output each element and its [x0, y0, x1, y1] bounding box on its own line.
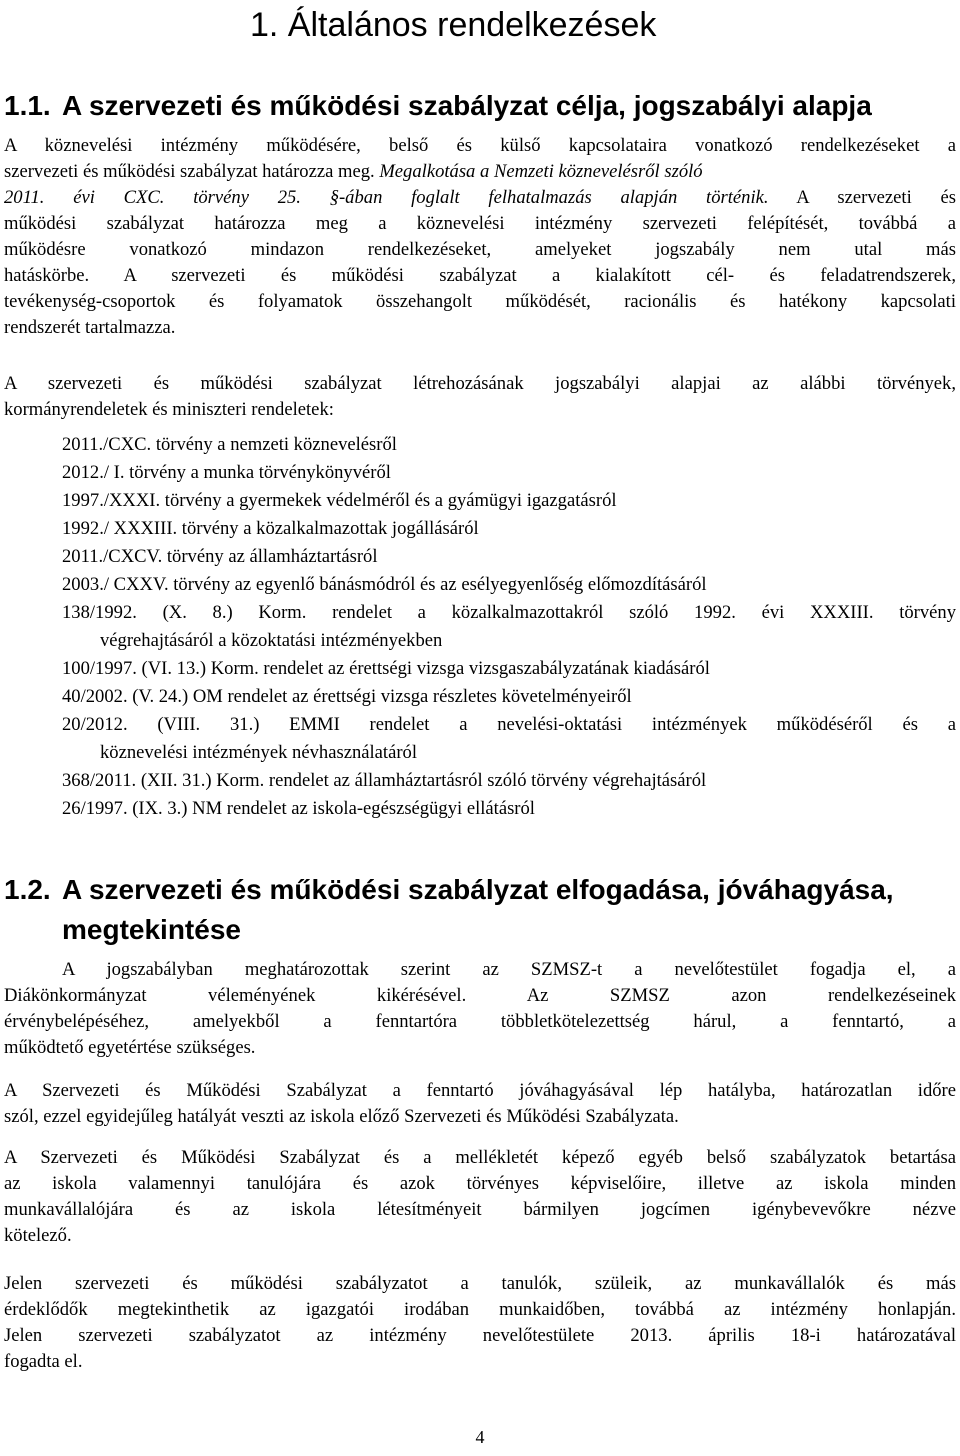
list-item: 1997./XXXI. törvény a gyermekek védelméről és a gyámügyi igazgatásról	[62, 490, 617, 511]
text-line: működési szabályzat határozza meg a köznevelési intézmény szervezeti felépítését, továbbá a	[4, 213, 956, 234]
list-item: 2003./ CXXV. törvény az egyenlő bánásmódról és az esélyegyenlőség előmozdításáról	[62, 574, 707, 595]
text-line: hatáskörbe. A szervezeti és működési szabályzat a kialakított cél- és feladatrendszerek,	[4, 265, 956, 286]
page-number: 4	[475, 1427, 485, 1447]
paragraph-purpose	[4, 133, 956, 341]
text-line: érdeklődők megtekinthetik az igazgatói irodában munkaidőben, továbbá az intézmény honlapján.	[4, 1299, 956, 1320]
text-line: A Szervezeti és Működési Szabályzat a fenntartó jóváhagyásával lép hatályba, határozatlan időre	[4, 1080, 956, 1101]
list-item: 138/1992. (X. 8.) Korm. rendelet a közalkalmazottakról szóló 1992. évi XXXIII. törvény	[62, 602, 956, 623]
section-number: 1.1.	[4, 90, 51, 121]
text-line: A jogszabályban meghatározottak szerint az SZMSZ-t a nevelőtestület fogadja el, a	[62, 959, 956, 980]
text-line: munkavállalójára és az iskola létesítményeit bármilyen jogcímen igénybevevőkre nézve	[4, 1199, 956, 1220]
paragraph-effect	[4, 1078, 956, 1130]
text-line: szervezeti és működési szabályzat határozza meg. Megalkotása a Nemzeti köznevelésről szóló	[4, 161, 703, 182]
list-item: 2012./ I. törvény a munka törvénykönyvéről	[62, 462, 391, 483]
italic-text: 2011. évi CXC. törvény 25. §-ában foglalt felhatalmazás alapján történik.	[4, 187, 769, 208]
text-line: az iskola valamennyi tanulójára és azok törvényes képviselőire, illetve az iskola minden	[4, 1173, 956, 1194]
text-line: érvénybelépéséhez, amelyekből a fenntartóra többletkötelezettség hárul, a fenntartó, a	[4, 1011, 956, 1032]
text-line: 2011. évi CXC. törvény 25. §-ában foglalt felhatalmazás alapján történik. A szervezeti és	[4, 187, 956, 208]
section-heading-1-2	[4, 872, 954, 948]
list-item: 2011./CXC. törvény a nemzeti köznevelésről	[62, 434, 397, 455]
paragraph-compliance	[4, 1145, 956, 1249]
text-line: Jelen szervezeti szabályzatot az intézmény nevelőtestülete 2013. április 18-i határozatával	[4, 1325, 956, 1346]
list-item: 40/2002. (V. 24.) OM rendelet az érettségi vizsga részletes követelményeiről	[62, 686, 632, 707]
text-line: működtető egyetértése szükséges.	[4, 1037, 256, 1058]
text-line: A köznevelési intézmény működésére, belső és külső kapcsolataira vonatkozó rendelkezéseket a	[4, 135, 956, 156]
chapter-heading: 1. Általános rendelkezések	[250, 6, 657, 44]
text-line: kormányrendeletek és miniszteri rendeletek:	[4, 399, 334, 420]
section-heading-1-1	[4, 88, 954, 124]
list-item: 1992./ XXXIII. törvény a közalkalmazottak jogállásáról	[62, 518, 479, 539]
list-item: 2011./CXCV. törvény az államháztartásról	[62, 546, 378, 567]
list-item: 100/1997. (VI. 13.) Korm. rendelet az érettségi vizsga vizsgaszabályzatának kiadásáról	[62, 658, 710, 679]
paragraph-availability	[4, 1271, 956, 1375]
text-line: Jelen szervezeti és működési szabályzatot a tanulók, szüleik, az munkavállalók és más	[4, 1273, 956, 1294]
list-item: 26/1997. (IX. 3.) NM rendelet az iskola-egészségügyi ellátásról	[62, 798, 535, 819]
law-list	[62, 431, 956, 823]
text-line: működésre vonatkozó mindazon rendelkezéseket, amelyeket jogszabály nem utal más	[4, 239, 956, 260]
text-line: fogadta el.	[4, 1351, 83, 1372]
text-line: tevékenység-csoportok és folyamatok összehangolt működését, racionális és hatékony kapcsolati	[4, 291, 956, 312]
paragraph-adoption	[4, 957, 956, 1061]
text-line: A szervezeti és működési szabályzat létrehozásának jogszabályi alapjai az alábbi törvények,	[4, 373, 956, 394]
text-line: szól, ezzel egyidejűleg hatályát veszti az iskola előző Szervezeti és Működési Szabályzata.	[4, 1106, 679, 1127]
text-line: Diákönkormányzat véleményének kikérésével. Az SZMSZ azon rendelkezéseinek	[4, 985, 956, 1006]
text-line: A Szervezeti és Működési Szabályzat és a mellékletét képező egyéb belső szabályzatok betartása	[4, 1147, 956, 1168]
section-title-continuation: megtekintése	[62, 914, 241, 945]
text-line: kötelező.	[4, 1225, 72, 1246]
list-item-continuation: végrehajtásáról a közoktatási intézményekben	[100, 630, 443, 651]
text-line: rendszerét tartalmazza.	[4, 317, 176, 338]
section-number: 1.2.	[4, 874, 51, 905]
section-title: A szervezeti és működési szabályzat célja, jogszabályi alapja	[62, 90, 872, 121]
section-title: A szervezeti és működési szabályzat elfogadása, jóváhagyása,	[62, 874, 894, 905]
list-item-continuation: köznevelési intézmények névhasználatáról	[100, 742, 417, 763]
list-item: 20/2012. (VIII. 31.) EMMI rendelet a nevelési-oktatási intézmények működéséről és a	[62, 714, 956, 735]
list-item: 368/2011. (XII. 31.) Korm. rendelet az államháztartásról szóló törvény végrehajtásáról	[62, 770, 707, 791]
paragraph-legal-basis	[4, 371, 956, 423]
italic-text: Megalkotása a Nemzeti köznevelésről szóló	[379, 161, 703, 182]
